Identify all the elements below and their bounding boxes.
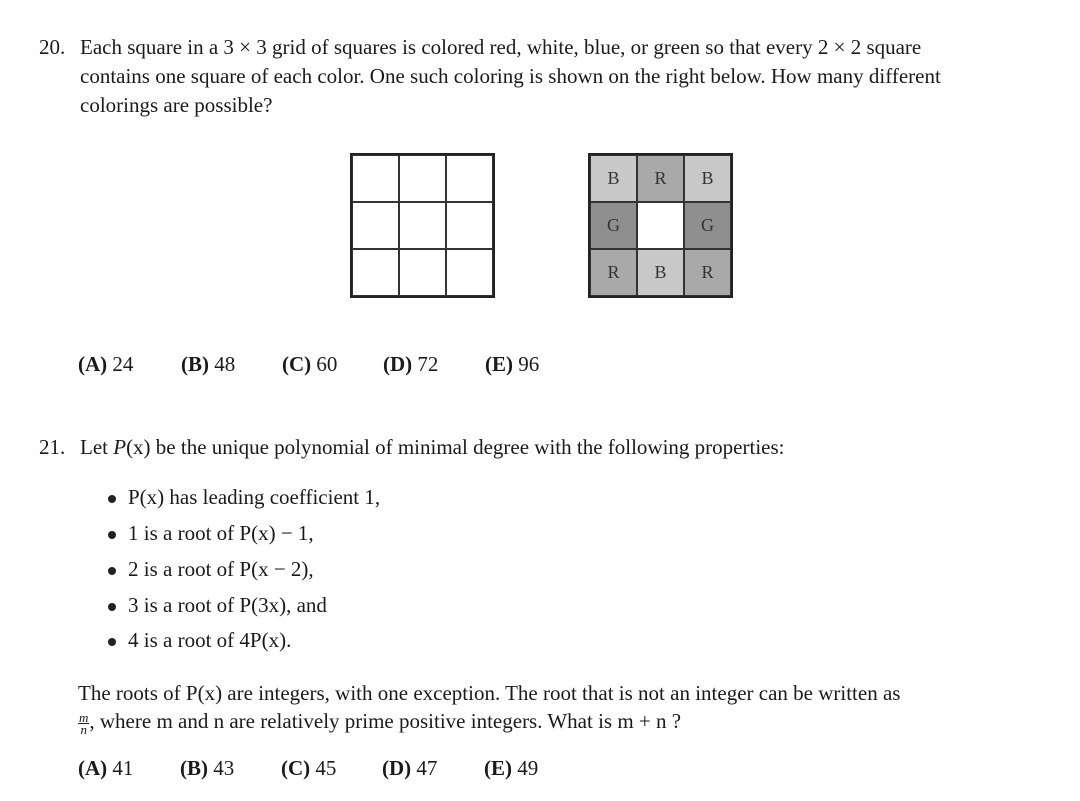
grid-cell — [399, 155, 446, 202]
colored-grid-cell: B — [637, 249, 684, 296]
empty-3x3-grid — [350, 153, 495, 298]
choice-b: (B) 48 — [181, 352, 236, 376]
choice-d: (D) 47 — [382, 756, 438, 780]
grid-cell — [446, 202, 493, 249]
problem-20-number: 20. — [39, 35, 66, 59]
problem-21-choices — [78, 756, 578, 782]
fraction-m-over-n: $\frac{m}{n}$ — [79, 709, 89, 737]
grid-cell — [352, 249, 399, 296]
example-coloring-grid — [588, 153, 733, 298]
problem-20-text-line-2: contains one square of each color. One such coloring is shown on the right below. How many different — [80, 64, 941, 88]
grid-cell — [352, 155, 399, 202]
choice-c: (C) 60 — [282, 352, 338, 376]
choice-a: (A) 24 — [78, 352, 134, 376]
colored-grid-cell: R — [637, 155, 684, 202]
problem-21-number: 21. — [39, 435, 66, 459]
choice-b: (B) 43 — [180, 756, 235, 780]
colored-grid-cell: G — [590, 202, 637, 249]
choice-a: (A) 41 — [78, 756, 134, 780]
choice-d: (D) 72 — [383, 352, 439, 376]
grid-cell — [399, 249, 446, 296]
colored-grid-cell: R — [590, 249, 637, 296]
grid-cell — [446, 155, 493, 202]
colored-grid-cell: G — [684, 202, 731, 249]
grid-cell — [446, 249, 493, 296]
colored-grid-cell: B — [590, 155, 637, 202]
colored-grid-cell: B — [684, 155, 731, 202]
problem-20-text-line-1: Each square in a 3 × 3 grid of squares is colored red, white, blue, or green so that every 2 × 2 square — [80, 35, 922, 59]
colored-grid-cell — [637, 202, 684, 249]
problem-21-intro: Let P(x) be the unique polynomial of minimal degree with the following properties: — [80, 435, 785, 459]
problem-21-paragraph-line-1: The roots of P(x) are integers, with one exception. The root that is not an integer can be written as — [78, 681, 901, 705]
colored-grid-cell: R — [684, 249, 731, 296]
choice-e: (E) 49 — [484, 756, 539, 780]
problem-20-text-line-3: colorings are possible? — [80, 93, 273, 117]
problem-20-choices — [78, 352, 578, 378]
choice-c: (C) 45 — [281, 756, 337, 780]
choice-e: (E) 96 — [485, 352, 540, 376]
grid-cell — [399, 202, 446, 249]
grid-cell — [352, 202, 399, 249]
problem-21-paragraph-line-2: $\frac{m}{n}$ , where m and n are relatively prime positive integers. What is m + n ? — [79, 709, 682, 737]
